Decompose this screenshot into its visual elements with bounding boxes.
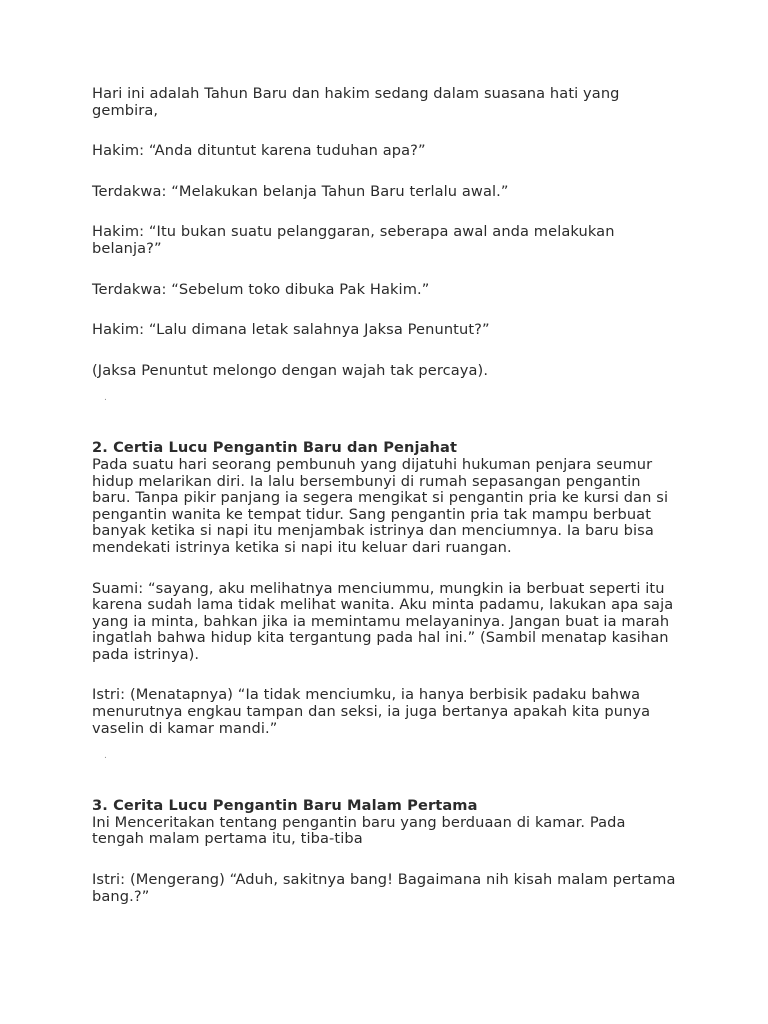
dialogue-line: Hakim: “Itu bukan suatu pelanggaran, seberapa awal anda melakukan belanja?”	[92, 223, 615, 257]
separator-dot: .	[104, 751, 107, 762]
dialogue-paragraph: Istri: (Mengerang) “Aduh, sakitnya bang! Bagaimana nih kisah malam pertama bang.?”	[92, 871, 676, 905]
dialogue-line: Terdakwa: “Sebelum toko dibuka Pak Hakim.”	[92, 280, 430, 298]
intro-paragraph: Hari ini adalah Tahun Baru dan hakim sedang dalam suasana hati yang gembira,	[92, 85, 620, 119]
separator-dot: .	[104, 393, 107, 404]
dialogue-line: Hakim: “Lalu dimana letak salahnya Jaksa Penuntut?”	[92, 321, 490, 339]
dialogue-paragraph: Suami: “sayang, aku melihatnya menciummu, mungkin ia berbuat seperti itu karena sudah lama tidak melihat wanita. Aku minta padamu, lakukan apa saja yang ia minta, bahkan jika ia memintamu melayaninya. Jangan buat ia marah ingatlah bahwa hidup kita tergantung pada hal ini.” (Sambil menatap kasihan pada istrinya).	[92, 579, 674, 663]
section-heading: 2. Certia Lucu Pengantin Baru dan Penjahat	[92, 439, 458, 457]
document-page	[92, 86, 682, 905]
dialogue-line: (Jaksa Penuntut melongo dengan wajah tak percaya).	[92, 361, 489, 379]
section-body: Pada suatu hari seorang pembunuh yang dijatuhi hukuman penjara seumur hidup melarikan diri. Ia lalu bersembunyi di rumah sepasangan pengantin baru. Tanpa pikir panjang ia segera mengikat si pengantin pria ke kursi dan si pengantin wanita ke tempat tidur. Sang pengantin pria tak mampu berbuat banyak ketika si napi itu menjambak istrinya dan menciumnya. Ia baru bisa mendekati istrinya ketika si napi itu keluar dari ruangan.	[92, 455, 669, 556]
dialogue-line: Hakim: “Anda dituntut karena tuduhan apa?”	[92, 142, 426, 160]
dialogue-paragraph: Istri: (Menatapnya) “Ia tidak menciumku, ia hanya berbisik padaku bahwa menurutnya engkau tampan dan seksi, ia juga bertanya apakah kita punya vaselin di kamar mandi.”	[92, 686, 651, 737]
section-body: Ini Menceritakan tentang pengantin baru yang berduaan di kamar. Pada tengah malam pertama itu, tiba-tiba	[92, 813, 626, 848]
dialogue-line: Terdakwa: “Melakukan belanja Tahun Baru terlalu awal.”	[92, 182, 509, 200]
section-heading: 3. Cerita Lucu Pengantin Baru Malam Pertama	[92, 797, 478, 815]
